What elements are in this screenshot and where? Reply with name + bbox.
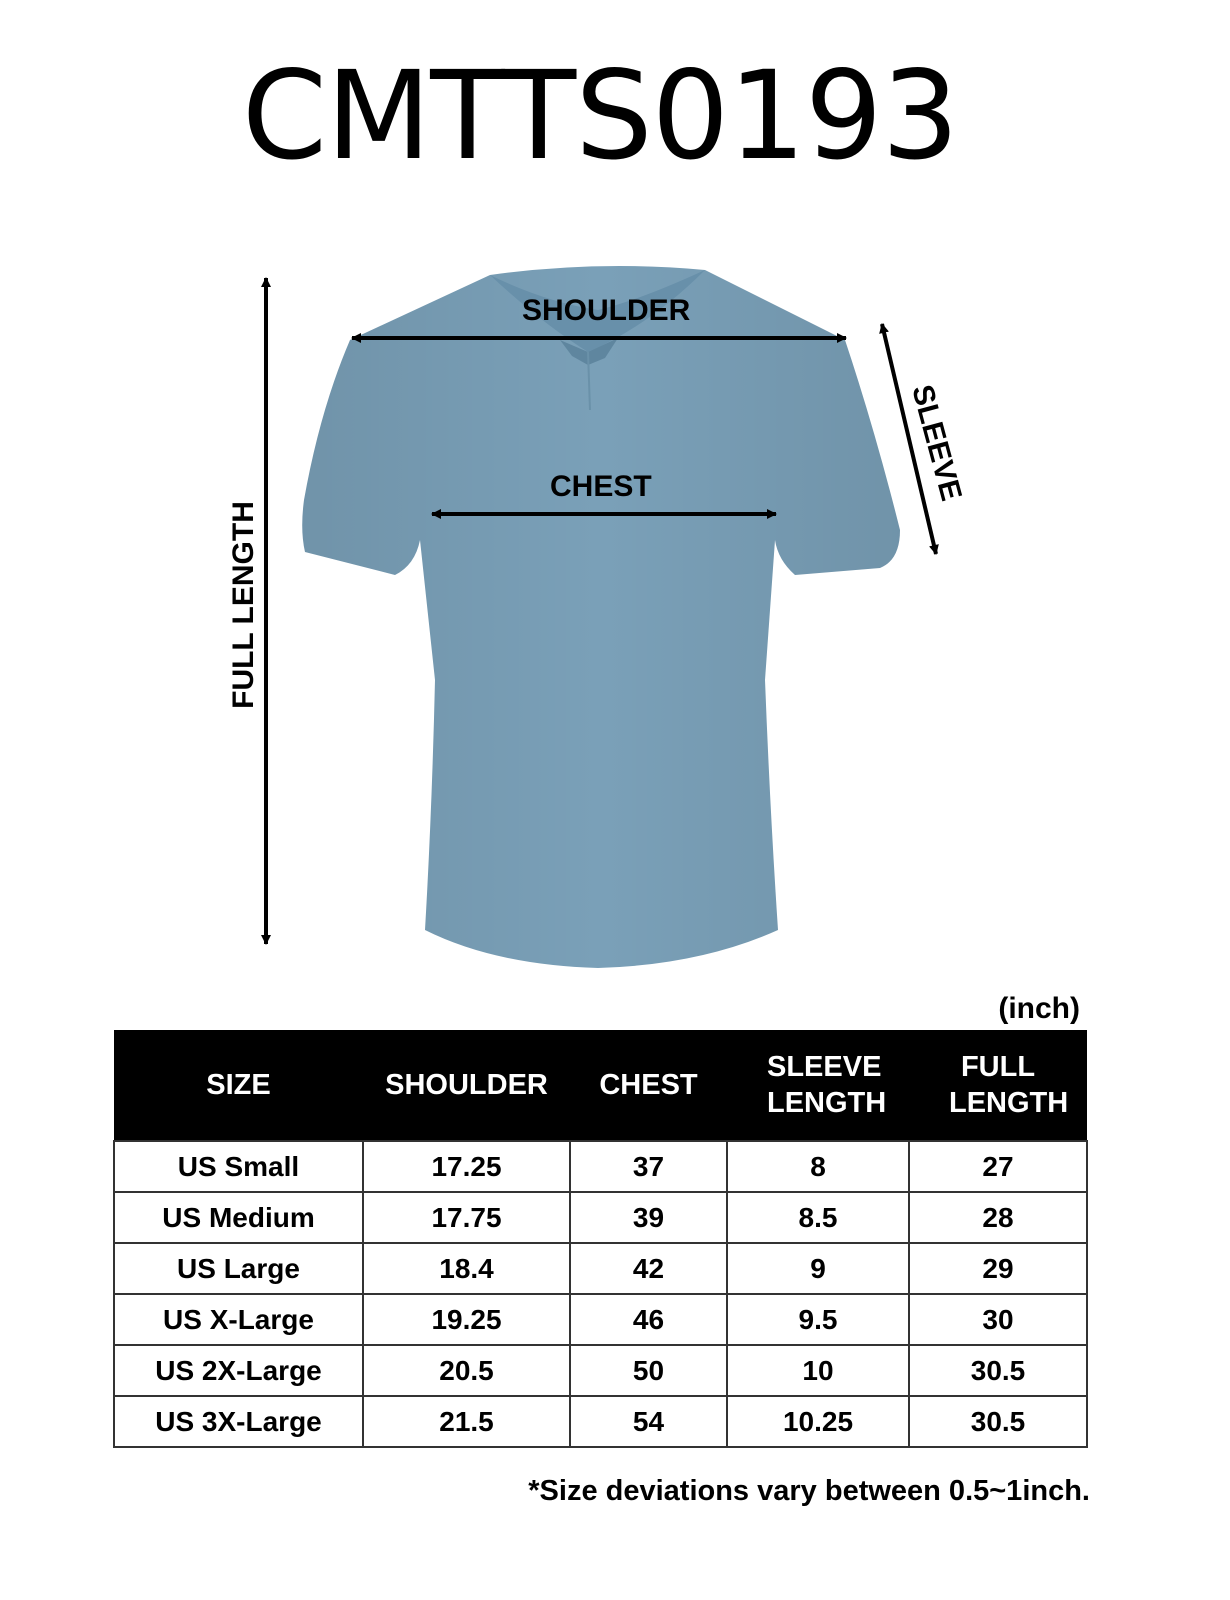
sleeve-cell: 9.5 [727, 1294, 909, 1345]
size-chart-table [113, 1030, 1088, 1448]
shoulder-label: SHOULDER [522, 294, 691, 327]
chest-cell: 42 [570, 1243, 727, 1294]
full-length-cell: 30 [909, 1294, 1087, 1345]
shoulder-cell: 17.75 [363, 1192, 570, 1243]
table-row [114, 1294, 1087, 1345]
sleeve-cell: 10.25 [727, 1396, 909, 1447]
table-row [114, 1243, 1087, 1294]
shoulder-cell: 20.5 [363, 1345, 570, 1396]
table-row [114, 1192, 1087, 1243]
table-header-row [114, 1030, 1087, 1141]
table-row [114, 1345, 1087, 1396]
chest-cell: 39 [570, 1192, 727, 1243]
full-length-cell: 30.5 [909, 1396, 1087, 1447]
unit-label: (inch) [998, 992, 1080, 1025]
full-length-cell: 27 [909, 1141, 1087, 1192]
table-row [114, 1396, 1087, 1447]
shoulder-cell: 19.25 [363, 1294, 570, 1345]
chest-cell: 50 [570, 1345, 727, 1396]
full-length-cell: 28 [909, 1192, 1087, 1243]
size-cell: US 3X-Large [114, 1396, 363, 1447]
measurement-diagram [0, 230, 1230, 990]
size-deviation-footnote: *Size deviations vary between 0.5~1inch. [528, 1475, 1090, 1507]
sleeve-cell: 8.5 [727, 1192, 909, 1243]
chest-cell: 54 [570, 1396, 727, 1447]
tshirt-shape [302, 266, 900, 968]
sleeve-cell: 9 [727, 1243, 909, 1294]
tshirt-diagram [0, 230, 1230, 990]
full-length-cell: 29 [909, 1243, 1087, 1294]
shoulder-cell: 17.25 [363, 1141, 570, 1192]
shoulder-cell: 18.4 [363, 1243, 570, 1294]
header-chest: CHEST [570, 1030, 727, 1141]
product-code-title: CMTTS0193 [241, 45, 959, 187]
sleeve-cell: 8 [727, 1141, 909, 1192]
full-length-cell: 30.5 [909, 1345, 1087, 1396]
sleeve-cell: 10 [727, 1345, 909, 1396]
size-cell: US 2X-Large [114, 1345, 363, 1396]
size-cell: US X-Large [114, 1294, 363, 1345]
table-row [114, 1141, 1087, 1192]
full-length-label: FULL LENGTH [227, 501, 260, 709]
chest-cell: 37 [570, 1141, 727, 1192]
header-sleeve-length: SLEEVE LENGTH [727, 1030, 909, 1141]
shoulder-cell: 21.5 [363, 1396, 570, 1447]
header-full-length: FULL LENGTH [909, 1030, 1087, 1141]
size-cell: US Large [114, 1243, 363, 1294]
size-cell: US Small [114, 1141, 363, 1192]
header-shoulder: SHOULDER [363, 1030, 570, 1141]
header-size: SIZE [114, 1030, 363, 1141]
chest-label: CHEST [550, 470, 652, 503]
size-cell: US Medium [114, 1192, 363, 1243]
chest-cell: 46 [570, 1294, 727, 1345]
sleeve-label: SLEEVE [905, 381, 968, 505]
